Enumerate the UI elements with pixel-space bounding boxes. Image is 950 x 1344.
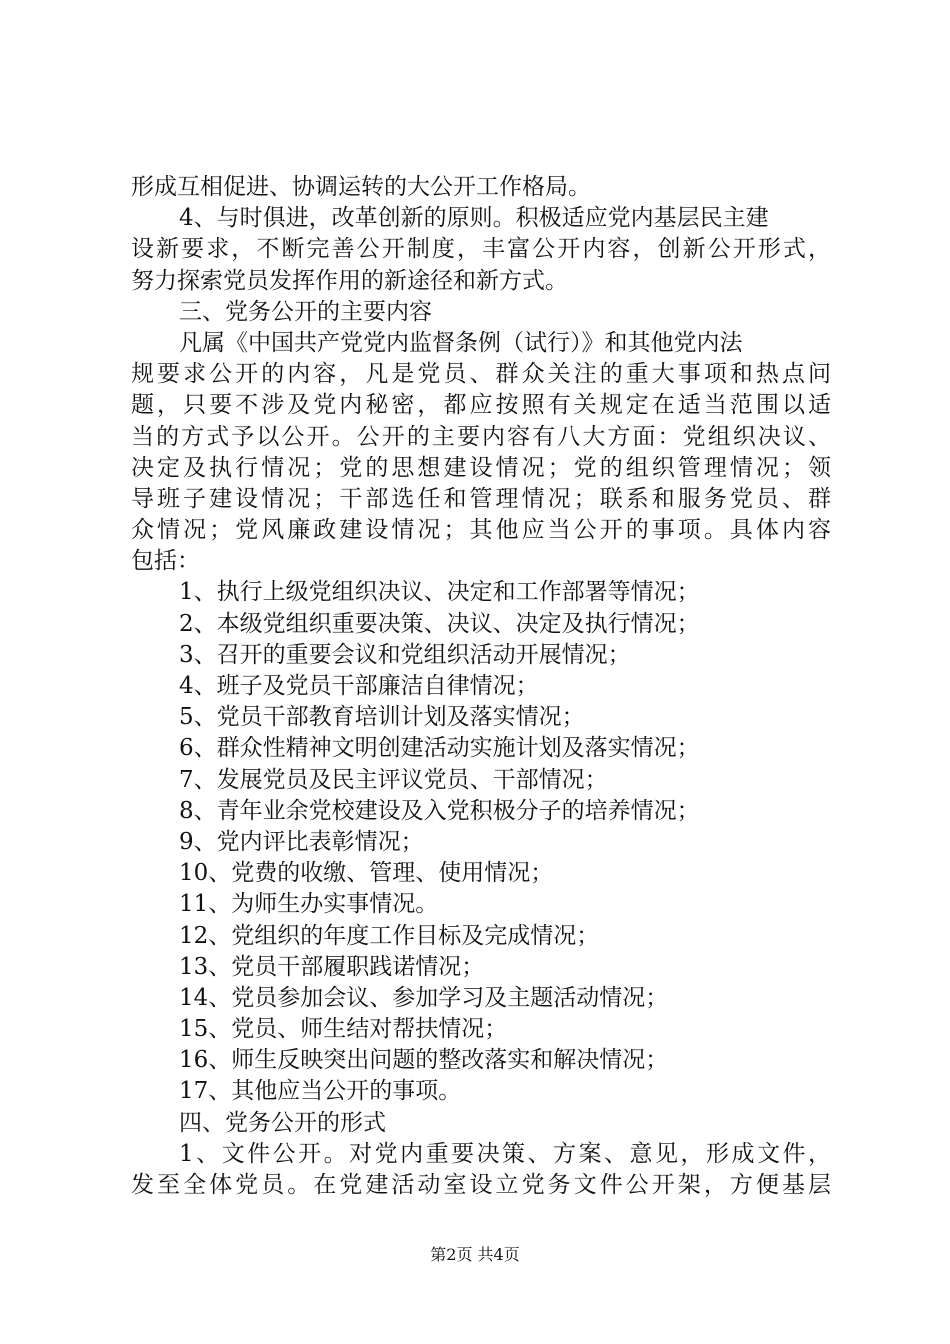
text-line: 1、文件公开。对党内重要决策、方案、意见，形成文件， — [179, 1140, 831, 1167]
section-heading: 四、党务公开的形式 — [179, 1109, 386, 1136]
list-item: 8、青年业余党校建设及入党积极分子的培养情况； — [179, 797, 700, 824]
list-item: 16、师生反映突出问题的整改落实和解决情况； — [179, 1047, 669, 1074]
list-item: 6、群众性精神文明创建活动实施计划及落实情况； — [179, 735, 700, 762]
text-line: 形成互相促进、协调运转的大公开工作格局。 — [131, 174, 591, 200]
text-line: 设新要求，不断完善公开制度，丰富公开内容，创新公开形式， — [131, 236, 831, 263]
list-item: 11、为师生办实事情况。 — [179, 891, 439, 918]
section-heading: 三、党务公开的主要内容 — [179, 298, 432, 325]
list-item: 7、发展党员及民主评议党员、干部情况； — [179, 766, 608, 793]
text-line: 规要求公开的内容，凡是党员、群众关注的重大事项和热点问 — [131, 361, 831, 388]
list-item: 10、党费的收缴、管理、使用情况； — [179, 860, 554, 887]
text-line: 当的方式予以公开。公开的主要内容有八大方面：党组织决议、 — [131, 423, 831, 450]
text-line: 导班子建设情况；干部选任和管理情况；联系和服务党员、群 — [131, 485, 831, 512]
text-line: 题，只要不涉及党内秘密，都应按照有关规定在适当范围以适 — [131, 392, 831, 419]
list-item: 1、执行上级党组织决议、决定和工作部署等情况； — [179, 579, 700, 606]
list-item: 9、党内评比表彰情况； — [179, 828, 424, 855]
text-line: 凡属《中国共产党党内监督条例（试行）》和其他党内法 — [179, 329, 743, 356]
text-line: 努力探索党员发挥作用的新途径和新方式。 — [131, 267, 568, 294]
list-item: 2、本级党组织重要决策、决议、决定及执行情况； — [179, 610, 700, 637]
text-line: 包括： — [131, 548, 200, 575]
list-item: 14、党员参加会议、参加学习及主题活动情况； — [179, 984, 669, 1011]
list-item: 5、党员干部教育培训计划及落实情况； — [179, 704, 585, 731]
document-body — [131, 172, 831, 1201]
text-line: 发至全体党员。在党建活动室设立党务文件公开架，方便基层 — [131, 1172, 831, 1198]
list-item: 13、党员干部履职践诺情况； — [179, 953, 485, 980]
list-item: 4、班子及党员干部廉洁自律情况； — [179, 673, 539, 699]
list-item: 17、其他应当公开的事项。 — [179, 1078, 462, 1105]
text-line: 4、与时俱进，改革创新的原则。积极适应党内基层民主建 — [179, 205, 769, 232]
list-item: 12、党组织的年度工作目标及完成情况； — [179, 922, 600, 949]
list-item: 3、召开的重要会议和党组织活动开展情况； — [179, 641, 631, 668]
list-item: 15、党员、师生结对帮扶情况； — [179, 1016, 508, 1043]
page-number-footer: 第2页 共4页 — [430, 1245, 520, 1264]
text-line: 决定及执行情况；党的思想建设情况；党的组织管理情况；领 — [131, 454, 831, 481]
text-line: 众情况；党风廉政建设情况；其他应当公开的事项。具体内容 — [131, 517, 831, 544]
